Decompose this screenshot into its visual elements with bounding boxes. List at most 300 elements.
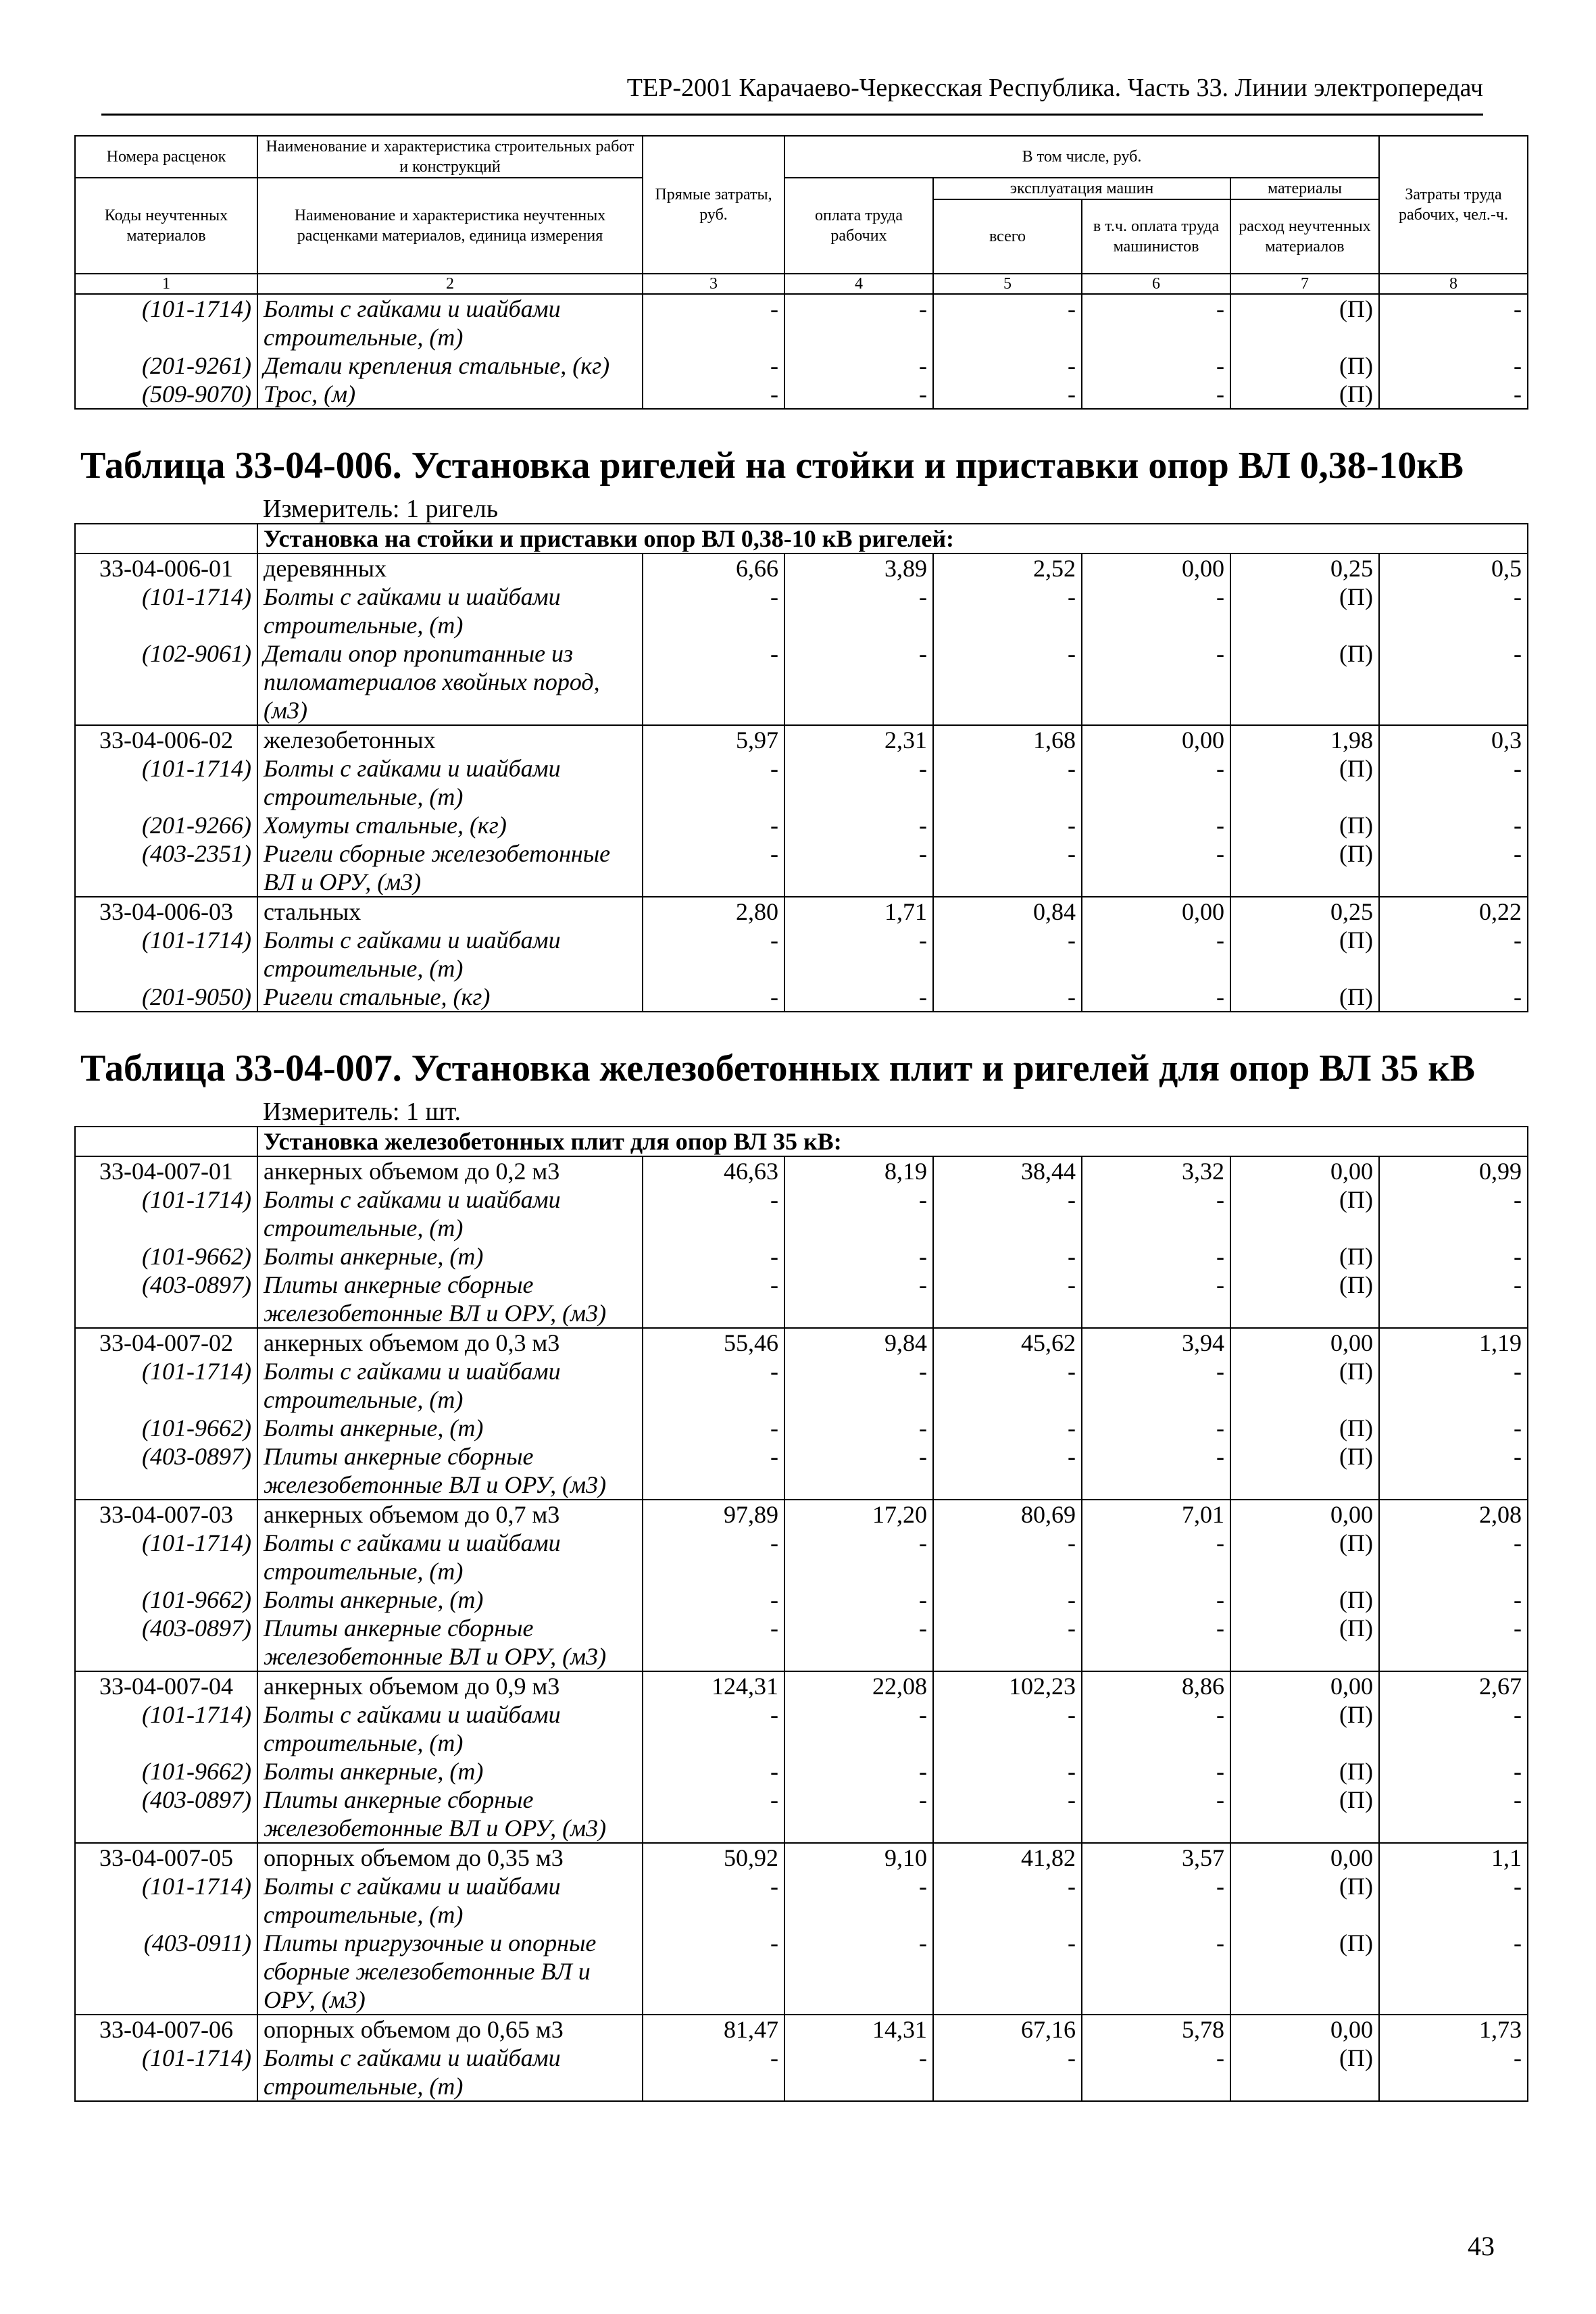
rate-row [75,897,1528,926]
row-value-col-6: 0,00 [1082,897,1230,926]
material-row [75,926,1528,983]
material-row [75,1929,1528,2015]
col-header-including: В том числе, руб. [784,136,1379,178]
row-value-col-6: - [1082,1185,1230,1242]
row-description: деревянных [257,553,643,583]
row-value-col-5: - [933,811,1082,839]
row-value-col-5: - [933,1614,1082,1671]
row-description: Плиты анкерные сборные железобетонные ВЛ и ОРУ, (м3) [257,1786,643,1843]
section-row [75,524,1528,553]
row-code: (403-0897) [75,1271,257,1328]
row-value-col-8: - [1379,983,1528,1012]
row-value-col-5: - [933,380,1082,409]
table-title: Таблица 33-04-007. Установка железобетонных плит и ригелей для опор ВЛ 35 кВ [80,1048,1475,1089]
row-code: (101-9662) [75,1757,257,1786]
row-value-col-6: 7,01 [1082,1500,1230,1529]
material-row [75,1242,1528,1271]
row-value-col-4: 22,08 [784,1671,933,1700]
row-value-col-6: - [1082,1242,1230,1271]
row-value-col-6: - [1082,1442,1230,1500]
row-value-col-8: - [1379,1786,1528,1843]
row-value-col-6: - [1082,294,1230,351]
row-value-col-4: - [784,380,933,409]
row-value-col-7: (П) [1230,1357,1379,1414]
row-description: Плиты анкерные сборные железобетонные ВЛ и ОРУ, (м3) [257,1271,643,1328]
row-description: Трос, (м) [257,380,643,409]
row-code: (101-1714) [75,1185,257,1242]
row-value-col-7: (П) [1230,583,1379,639]
material-row [75,1529,1528,1585]
row-value-col-8: 0,3 [1379,725,1528,754]
price-table [74,135,1528,2102]
col-header-labor-hours: Затраты труда рабочих, чел.-ч. [1379,136,1528,274]
material-row [75,639,1528,725]
row-code: (101-1714) [75,583,257,639]
rate-row [75,1500,1528,1529]
unit-row [75,1098,1528,1127]
row-description: Плиты анкерные сборные железобетонные ВЛ и ОРУ, (м3) [257,1442,643,1500]
row-description: Плиты анкерные сборные железобетонные ВЛ и ОРУ, (м3) [257,1614,643,1671]
row-value-col-3: - [643,380,784,409]
row-description: анкерных объемом до 0,9 м3 [257,1671,643,1700]
row-value-col-8: - [1379,2044,1528,2101]
row-code: 33-04-007-06 [75,2015,257,2044]
row-value-col-7: (П) [1230,1700,1379,1757]
row-code: (201-9261) [75,351,257,380]
row-value-col-6: - [1082,2044,1230,2101]
row-value-col-8: - [1379,1271,1528,1328]
col-header-operator-pay: в т.ч. оплата труда машинистов [1082,199,1230,274]
row-value-col-6: - [1082,983,1230,1012]
row-value-col-8: 1,73 [1379,2015,1528,2044]
material-row [75,839,1528,897]
material-row [75,1614,1528,1671]
row-description: Болты с гайками и шайбами строительные, (т) [257,294,643,351]
row-value-col-5: 38,44 [933,1156,1082,1185]
row-value-col-8: - [1379,1585,1528,1614]
material-row [75,1414,1528,1442]
row-value-col-7: (П) [1230,1929,1379,2015]
rate-row [75,1328,1528,1357]
row-description: Болты с гайками и шайбами строительные, (т) [257,1357,643,1414]
row-value-col-3: - [643,839,784,897]
row-value-col-8: - [1379,1529,1528,1585]
row-value-col-8: - [1379,1757,1528,1786]
row-value-col-6: - [1082,1414,1230,1442]
row-value-col-4: - [784,1185,933,1242]
row-value-col-4: - [784,1271,933,1328]
row-code: (101-1714) [75,1872,257,1929]
column-number: 6 [1082,274,1230,294]
row-value-col-3: - [643,1185,784,1242]
material-row [75,1757,1528,1786]
row-value-col-7: 0,25 [1230,897,1379,926]
row-code: (101-9662) [75,1585,257,1614]
row-value-col-4: - [784,1614,933,1671]
col-header-worker-pay: оплата труда рабочих [784,178,933,274]
row-value-col-3: 124,31 [643,1671,784,1700]
row-value-col-8: - [1379,811,1528,839]
row-value-col-4: - [784,583,933,639]
row-code: 33-04-007-03 [75,1500,257,1529]
section-row [75,1127,1528,1156]
row-value-col-4: 17,20 [784,1500,933,1529]
row-value-col-5: - [933,1700,1082,1757]
material-row [75,1786,1528,1843]
row-value-col-4: - [784,1872,933,1929]
row-value-col-4: - [784,294,933,351]
row-value-col-5: - [933,926,1082,983]
row-value-col-4: - [784,1757,933,1786]
row-value-col-6: - [1082,583,1230,639]
material-row [75,1271,1528,1328]
row-value-col-4: - [784,1585,933,1614]
row-value-col-7: 0,00 [1230,1500,1379,1529]
row-description: Плиты пригрузочные и опорные сборные железобетонные ВЛ и ОРУ, (м3) [257,1929,643,2015]
row-value-col-6: 5,78 [1082,2015,1230,2044]
row-value-col-7: 0,00 [1230,1843,1379,1872]
row-value-col-5: - [933,839,1082,897]
row-value-col-3: - [643,1757,784,1786]
row-code: (101-1714) [75,926,257,983]
row-value-col-4: - [784,811,933,839]
row-value-col-6: - [1082,639,1230,725]
row-value-col-5: - [933,1357,1082,1414]
row-code: (403-0897) [75,1786,257,1843]
row-value-col-8: - [1379,1185,1528,1242]
row-value-col-3: - [643,1585,784,1614]
row-value-col-5: 102,23 [933,1671,1082,1700]
column-number: 1 [75,274,257,294]
row-value-col-5: - [933,1442,1082,1500]
row-value-col-8: 2,08 [1379,1500,1528,1529]
section-spacer [75,1127,257,1156]
row-code: 33-04-007-01 [75,1156,257,1185]
row-value-col-6: - [1082,1929,1230,2015]
row-description: анкерных объемом до 0,2 м3 [257,1156,643,1185]
material-row [75,1872,1528,1929]
row-value-col-3: - [643,1271,784,1328]
column-number: 7 [1230,274,1379,294]
row-description: Детали крепления стальные, (кг) [257,351,643,380]
row-value-col-7: (П) [1230,1185,1379,1242]
row-value-col-7: (П) [1230,754,1379,811]
table-title-row [75,409,1528,495]
measure-unit: Измеритель: 1 ригель [263,495,499,523]
column-number: 3 [643,274,784,294]
row-value-col-7: (П) [1230,1242,1379,1271]
row-code: (101-1714) [75,1529,257,1585]
row-code: (201-9050) [75,983,257,1012]
column-number: 4 [784,274,933,294]
row-value-col-3: - [643,1786,784,1843]
row-description: Болты анкерные, (т) [257,1757,643,1786]
row-value-col-7: (П) [1230,2044,1379,2101]
row-value-col-3: 81,47 [643,2015,784,2044]
row-description: Болты анкерные, (т) [257,1414,643,1442]
row-value-col-8: - [1379,351,1528,380]
col-header-material-name: Наименование и характеристика неучтенных расценками материалов, единица измерения [257,178,643,274]
row-value-col-3: - [643,1442,784,1500]
row-value-col-6: - [1082,1872,1230,1929]
row-value-col-5: - [933,1529,1082,1585]
row-value-col-4: 3,89 [784,553,933,583]
row-value-col-7: (П) [1230,926,1379,983]
row-value-col-5: - [933,1929,1082,2015]
row-value-col-4: - [784,983,933,1012]
row-value-col-3: 55,46 [643,1328,784,1357]
row-value-col-8: - [1379,1357,1528,1414]
row-value-col-7: (П) [1230,294,1379,351]
row-value-col-4: - [784,754,933,811]
row-value-col-5: - [933,1786,1082,1843]
row-value-col-3: - [643,1929,784,2015]
row-value-col-7: (П) [1230,1271,1379,1328]
row-value-col-3: - [643,811,784,839]
row-description: Болты с гайками и шайбами строительные, (т) [257,1700,643,1757]
page-header: ТЕР-2001 Карачаево-Черкесская Республика. Часть 33. Линии электропередач [101,73,1483,116]
row-description: Болты с гайками и шайбами строительные, (т) [257,1185,643,1242]
row-code: (403-0897) [75,1614,257,1671]
row-code: (101-1714) [75,754,257,811]
row-value-col-6: - [1082,926,1230,983]
row-code: 33-04-006-03 [75,897,257,926]
row-value-col-3: - [643,1414,784,1442]
row-value-col-4: 1,71 [784,897,933,926]
row-value-col-7: (П) [1230,1414,1379,1442]
material-row [75,1442,1528,1500]
unit-spacer [75,1098,257,1127]
row-value-col-7: (П) [1230,1585,1379,1614]
row-value-col-5: - [933,2044,1082,2101]
row-description: Болты с гайками и шайбами строительные, (т) [257,2044,643,2101]
row-value-col-5: 45,62 [933,1328,1082,1357]
row-value-col-6: 3,32 [1082,1156,1230,1185]
material-row [75,811,1528,839]
row-description: Болты с гайками и шайбами строительные, (т) [257,1872,643,1929]
row-value-col-5: 41,82 [933,1843,1082,1872]
row-description: Хомуты стальные, (кг) [257,811,643,839]
row-code: (101-1714) [75,2044,257,2101]
row-value-col-4: - [784,1786,933,1843]
row-value-col-3: 50,92 [643,1843,784,1872]
row-value-col-3: 5,97 [643,725,784,754]
row-value-col-5: - [933,754,1082,811]
row-value-col-4: - [784,2044,933,2101]
row-value-col-4: 2,31 [784,725,933,754]
row-value-col-3: - [643,1529,784,1585]
row-value-col-8: - [1379,1414,1528,1442]
row-value-col-3: - [643,983,784,1012]
row-value-col-5: - [933,1585,1082,1614]
row-value-col-8: - [1379,1614,1528,1671]
row-value-col-8: - [1379,639,1528,725]
row-value-col-7: (П) [1230,1442,1379,1500]
row-value-col-4: - [784,1242,933,1271]
row-description: анкерных объемом до 0,7 м3 [257,1500,643,1529]
row-value-col-7: 0,00 [1230,1671,1379,1700]
row-value-col-8: - [1379,380,1528,409]
row-value-col-3: - [643,926,784,983]
col-header-unaccounted-materials: расход неучтенных материалов [1230,199,1379,274]
row-value-col-4: - [784,1414,933,1442]
row-value-col-8: - [1379,294,1528,351]
row-description: опорных объемом до 0,35 м3 [257,1843,643,1872]
col-header-machines: эксплуатация машин [933,178,1230,199]
row-value-col-6: - [1082,1271,1230,1328]
row-value-col-4: - [784,351,933,380]
material-row [75,1357,1528,1414]
row-value-col-5: - [933,1414,1082,1442]
col-header-material-codes: Коды неучтенных материалов [75,178,257,274]
row-code: 33-04-006-02 [75,725,257,754]
material-row [75,380,1528,409]
row-value-col-7: (П) [1230,811,1379,839]
row-value-col-7: (П) [1230,639,1379,725]
unit-spacer [75,495,257,524]
row-value-col-4: 8,19 [784,1156,933,1185]
row-value-col-8: 1,19 [1379,1328,1528,1357]
row-value-col-8: 0,99 [1379,1156,1528,1185]
material-row [75,754,1528,811]
row-value-col-8: - [1379,1872,1528,1929]
row-value-col-3: - [643,1700,784,1757]
row-value-col-4: - [784,1529,933,1585]
table-title: Таблица 33-04-006. Установка ригелей на стойки и приставки опор ВЛ 0,38-10кВ [80,445,1464,487]
row-value-col-3: - [643,1357,784,1414]
rate-row [75,1156,1528,1185]
row-value-col-4: 14,31 [784,2015,933,2044]
row-value-col-7: 1,98 [1230,725,1379,754]
row-description: стальных [257,897,643,926]
row-description: Ригели стальные, (кг) [257,983,643,1012]
row-value-col-6: - [1082,1700,1230,1757]
row-value-col-7: (П) [1230,1757,1379,1786]
row-code: (403-2351) [75,839,257,897]
row-value-col-5: - [933,583,1082,639]
row-value-col-8: 1,1 [1379,1843,1528,1872]
rate-row [75,1671,1528,1700]
row-value-col-8: - [1379,754,1528,811]
row-value-col-5: - [933,983,1082,1012]
rate-row [75,553,1528,583]
col-header-work-name: Наименование и характеристика строительных работ и конструкций [257,136,643,178]
row-value-col-6: 0,00 [1082,553,1230,583]
row-description: Болты анкерные, (т) [257,1242,643,1271]
row-value-col-5: - [933,1185,1082,1242]
row-description: Ригели сборные железобетонные ВЛ и ОРУ, (м3) [257,839,643,897]
row-value-col-7: 0,00 [1230,1156,1379,1185]
row-description: железобетонных [257,725,643,754]
row-value-col-7: (П) [1230,1529,1379,1585]
rate-row [75,2015,1528,2044]
row-code: (509-9070) [75,380,257,409]
row-value-col-3: - [643,294,784,351]
section-heading: Установка железобетонных плит для опор ВЛ 35 кВ: [257,1127,1528,1156]
row-value-col-5: 0,84 [933,897,1082,926]
row-value-col-3: - [643,2044,784,2101]
table-title-row [75,1012,1528,1098]
row-value-col-3: - [643,1614,784,1671]
row-value-col-8: - [1379,583,1528,639]
row-value-col-5: - [933,294,1082,351]
row-code: 33-04-007-04 [75,1671,257,1700]
row-value-col-8: 0,5 [1379,553,1528,583]
row-value-col-6: 3,94 [1082,1328,1230,1357]
col-header-direct-costs: Прямые затраты, руб. [643,136,784,274]
row-value-col-7: (П) [1230,380,1379,409]
row-value-col-3: - [643,1242,784,1271]
row-value-col-3: 97,89 [643,1500,784,1529]
row-code: (101-9662) [75,1242,257,1271]
row-value-col-5: 67,16 [933,2015,1082,2044]
row-value-col-4: - [784,926,933,983]
row-description: Болты с гайками и шайбами строительные, (т) [257,583,643,639]
row-value-col-3: 46,63 [643,1156,784,1185]
col-header-machines-total: всего [933,199,1082,274]
row-value-col-7: (П) [1230,351,1379,380]
material-row [75,351,1528,380]
row-value-col-5: - [933,1271,1082,1328]
row-description: Болты с гайками и шайбами строительные, (т) [257,754,643,811]
row-value-col-3: - [643,351,784,380]
row-value-col-7: 0,00 [1230,2015,1379,2044]
row-value-col-4: - [784,1929,933,2015]
row-code: 33-04-007-05 [75,1843,257,1872]
row-value-col-6: - [1082,1357,1230,1414]
material-row [75,294,1528,351]
row-code: (101-9662) [75,1414,257,1442]
row-description: Болты с гайками и шайбами строительные, (т) [257,1529,643,1585]
row-description: опорных объемом до 0,65 м3 [257,2015,643,2044]
row-value-col-6: - [1082,1757,1230,1786]
row-value-col-3: - [643,583,784,639]
row-value-col-4: - [784,839,933,897]
row-value-col-7: (П) [1230,839,1379,897]
row-value-col-4: - [784,1700,933,1757]
row-value-col-7: (П) [1230,1786,1379,1843]
row-value-col-5: - [933,1242,1082,1271]
row-value-col-8: - [1379,1929,1528,2015]
column-number: 5 [933,274,1082,294]
row-value-col-8: - [1379,839,1528,897]
row-code: 33-04-007-02 [75,1328,257,1357]
col-header-materials: материалы [1230,178,1379,199]
row-value-col-4: - [784,639,933,725]
row-code: (101-1714) [75,1357,257,1414]
row-value-col-4: 9,84 [784,1328,933,1357]
material-row [75,2044,1528,2101]
row-value-col-7: (П) [1230,1872,1379,1929]
row-code: 33-04-006-01 [75,553,257,583]
column-number: 8 [1379,274,1528,294]
row-value-col-4: - [784,1357,933,1414]
row-value-col-5: - [933,351,1082,380]
row-value-col-4: - [784,1442,933,1500]
row-value-col-6: - [1082,1529,1230,1585]
row-value-col-5: 80,69 [933,1500,1082,1529]
row-value-col-6: - [1082,811,1230,839]
row-value-col-4: 9,10 [784,1843,933,1872]
row-code: (403-0911) [75,1929,257,2015]
row-description: Детали опор пропитанные из пиломатериалов хвойных пород, (м3) [257,639,643,725]
row-code: (403-0897) [75,1442,257,1500]
rate-row [75,725,1528,754]
price-table-frame [74,135,1527,2196]
row-value-col-3: 6,66 [643,553,784,583]
row-value-col-6: - [1082,1585,1230,1614]
row-value-col-8: 2,67 [1379,1671,1528,1700]
